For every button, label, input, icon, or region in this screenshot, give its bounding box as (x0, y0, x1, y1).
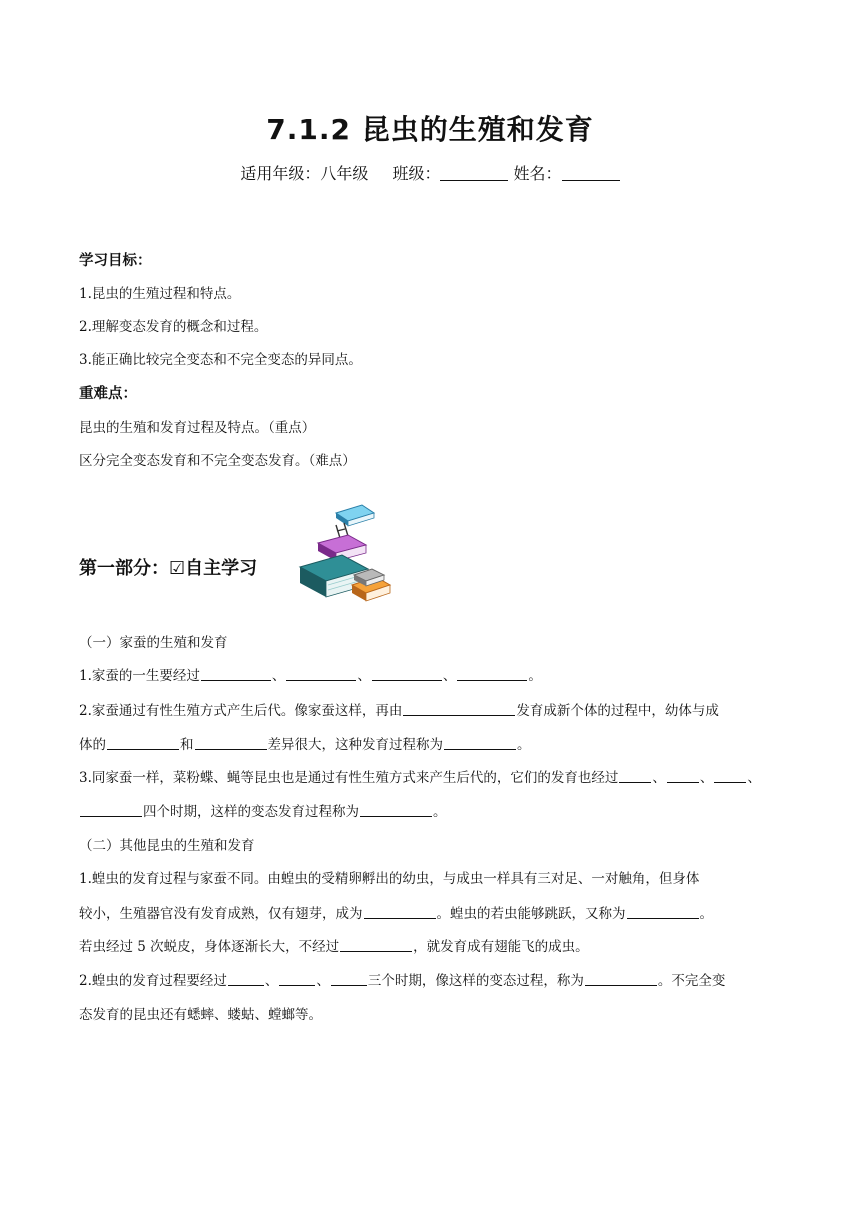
answer-blank[interactable] (585, 973, 657, 986)
answer-blank[interactable] (340, 939, 412, 952)
objective-item: 2.理解变态发育的概念和过程。 (79, 319, 268, 335)
class-label: 班级： (392, 164, 441, 183)
key-point-item: 区分完全变态发育和不完全变态发育。（难点） (79, 453, 356, 469)
section2-heading: （二）其他昆虫的生殖和发育 (79, 838, 255, 854)
answer-blank[interactable] (107, 737, 179, 750)
answer-blank[interactable] (372, 668, 442, 681)
answer-blank[interactable] (627, 906, 699, 919)
section1-heading: （一）家蚕的生殖和发育 (79, 635, 228, 651)
s2-question-1-line3: 若虫经过 5 次蜕皮，身体逐渐长大，不经过 ，就发育成有翅能飞的成虫。 (79, 939, 589, 955)
s1-question-2-line1: 2.家蚕通过有性生殖方式产生后代。像家蚕这样，再由 发育成新个体的过程中，幼体与成 (79, 703, 719, 719)
s1-question-3-line2: 四个时期，这样的变态发育过程称为 。 (79, 800, 447, 820)
answer-blank[interactable] (286, 668, 356, 681)
key-points-heading: 重难点： (79, 386, 137, 402)
key-point-item: 昆虫的生殖和发育过程及特点。（重点） (79, 420, 316, 436)
answer-blank[interactable] (714, 770, 746, 783)
stacked-books-icon (296, 503, 392, 605)
subtitle-row (0, 161, 860, 184)
grade-label: 适用年级：八年级 (240, 164, 369, 183)
class-blank[interactable] (440, 166, 508, 181)
page-title: 7.1.2 昆虫的生殖和发育 (266, 113, 594, 146)
answer-blank[interactable] (195, 737, 267, 750)
answer-blank[interactable] (331, 973, 367, 986)
answer-blank[interactable] (279, 973, 315, 986)
answer-blank[interactable] (228, 973, 264, 986)
s2-question-1-line1: 1.蝗虫的发育过程与家蚕不同。由蝗虫的受精卵孵出的幼虫，与成虫一样具有三对足、一对触角，但身体 (79, 871, 700, 887)
answer-blank[interactable] (667, 770, 699, 783)
s1-question-3-line1: 3.同家蚕一样，菜粉蝶、蝇等昆虫也是通过有性生殖方式来产生后代的，它们的发育也经过 、 、 、 (79, 770, 761, 786)
s2-question-2-line2: 态发育的昆虫还有蟋蟀、蝼蛄、螳螂等。 (79, 1007, 322, 1023)
name-label: 姓名： (513, 164, 562, 183)
s2-question-2-line1: 2.蝗虫的发育过程要经过 、 、 三个时期，像这样的变态过程，称为 。不完全变 (79, 973, 726, 989)
s1-question-2-line2: 体的 和 差异很大，这种发育过程称为 。 (79, 737, 531, 753)
name-blank[interactable] (562, 166, 620, 181)
answer-blank[interactable] (457, 668, 527, 681)
answer-blank[interactable] (444, 737, 516, 750)
answer-blank[interactable] (364, 906, 436, 919)
objective-item: 1.昆虫的生殖过程和特点。 (79, 286, 241, 302)
s2-question-1-line2: 较小，生殖器官没有发育成熟，仅有翅芽，成为 。蝗虫的若虫能够跳跃，又称为 。 (79, 906, 713, 922)
objectives-heading: 学习目标： (79, 253, 152, 269)
answer-blank[interactable] (360, 804, 432, 817)
s1-question-1: 1.家蚕的一生要经过 、 、 、 。 (79, 668, 542, 684)
answer-blank[interactable] (619, 770, 651, 783)
part1-heading: 第一部分：☑自主学习 (79, 558, 258, 579)
answer-blank[interactable] (201, 668, 271, 681)
objective-item: 3.能正确比较完全变态和不完全变态的异同点。 (79, 352, 362, 368)
answer-blank[interactable] (80, 804, 142, 817)
answer-blank[interactable] (403, 703, 515, 716)
